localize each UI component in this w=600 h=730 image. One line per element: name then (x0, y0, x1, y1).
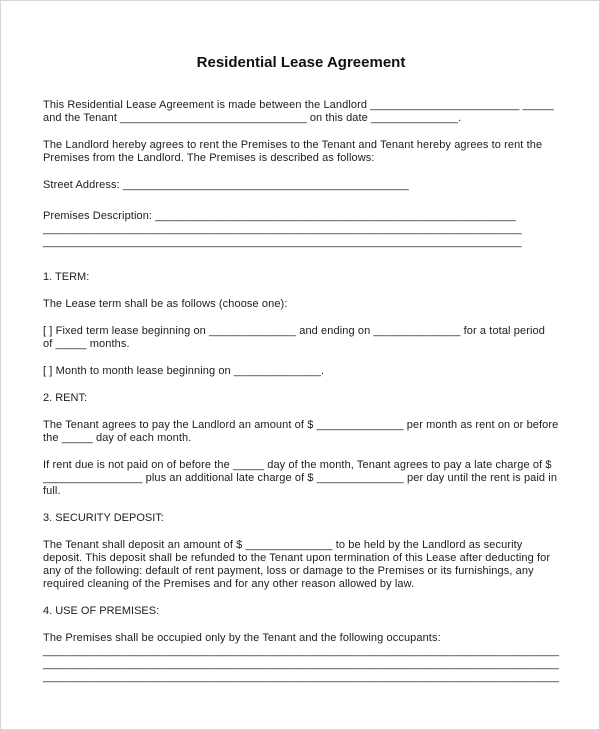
month-to-month-line: [ ] Month to month lease beginning on ______________. (43, 365, 325, 377)
agreement-paragraph (43, 139, 559, 165)
street-address-line: Street Address: ______________________________________________ (43, 179, 409, 191)
premises-description-blank-line-1: _____________________________________________________________________________ (43, 223, 522, 235)
use-section-heading (43, 605, 559, 618)
intro-line-2: and the Tenant ______________________________ on this date ______________. (43, 112, 462, 124)
occupants-intro-line: The Premises shall be occupied only by the Tenant and the following occupants: (43, 632, 441, 644)
deposit-line-3: any of the following: default of rent payment, loss or damage to the Premises or its furnishings, any (43, 565, 534, 577)
fixed-term-option (43, 325, 559, 351)
month-to-month-option (43, 365, 559, 378)
term-heading-text: 1. TERM: (43, 271, 90, 283)
deposit-line-1: The Tenant shall deposit an amount of $ ______________ to be held by the Landlord as security (43, 539, 523, 551)
late-charge-line-2: ________________ plus an additional late charge of $ ______________ per day until the rent is paid in (43, 472, 558, 484)
premises-description-line-1: Premises Description: __________________________________________________________ (43, 210, 516, 222)
deposit-line-2: deposit. This deposit shall be refunded to the Tenant upon termination of this Lease after deducting for (43, 552, 551, 564)
rent-amount-line-2: the _____ day of each month. (43, 432, 192, 444)
occupants-blank-line-2: ___________________________________________________________________________________ (43, 658, 560, 670)
late-charge-paragraph (43, 459, 559, 498)
premises-description-blank-line-2: _____________________________________________________________________________ (43, 236, 522, 248)
term-intro-paragraph (43, 298, 559, 311)
agreement-line-1: The Landlord hereby agrees to rent the Premises to the Tenant and Tenant hereby agrees to rent the (43, 139, 543, 151)
occupants-blank-line-3: ___________________________________________________________________________________ (43, 671, 560, 683)
fixed-term-line-2: of _____ months. (43, 338, 130, 350)
agreement-line-2: Premises from the Landlord. The Premises is described as follows: (43, 152, 375, 164)
street-address-field (43, 179, 559, 192)
deposit-line-4: required cleaning of the Premises and for any other reason allowed by law. (43, 578, 415, 590)
deposit-paragraph (43, 539, 559, 591)
late-charge-line-1: If rent due is not paid on of before the _____ day of the month, Tenant agrees to pay a late charge of $ (43, 459, 552, 471)
deposit-heading-text: 3. SECURITY DEPOSIT: (43, 512, 164, 524)
fixed-term-line-1: [ ] Fixed term lease beginning on ______________ and ending on ______________ for a total period (43, 325, 545, 337)
term-intro-line: The Lease term shall be as follows (choose one): (43, 298, 288, 310)
page-content (1, 1, 599, 684)
occupants-blank-line-1: ___________________________________________________________________________________ (43, 645, 560, 657)
intro-line-1: This Residential Lease Agreement is made between the Landlord ________________________ _____ (43, 99, 554, 111)
rent-section-heading (43, 392, 559, 405)
page-title: Residential Lease Agreement (196, 54, 406, 71)
rent-amount-paragraph (43, 419, 559, 445)
occupants-paragraph (43, 632, 559, 684)
rent-heading-text: 2. RENT: (43, 392, 88, 404)
intro-paragraph (43, 99, 559, 125)
premises-description-field (43, 210, 559, 249)
use-heading-text: 4. USE OF PREMISES: (43, 605, 160, 617)
late-charge-line-3: full. (43, 485, 61, 497)
deposit-section-heading (43, 512, 559, 525)
rent-amount-line-1: The Tenant agrees to pay the Landlord an amount of $ ______________ per month as rent on or before (43, 419, 559, 431)
term-section-heading (43, 271, 559, 284)
